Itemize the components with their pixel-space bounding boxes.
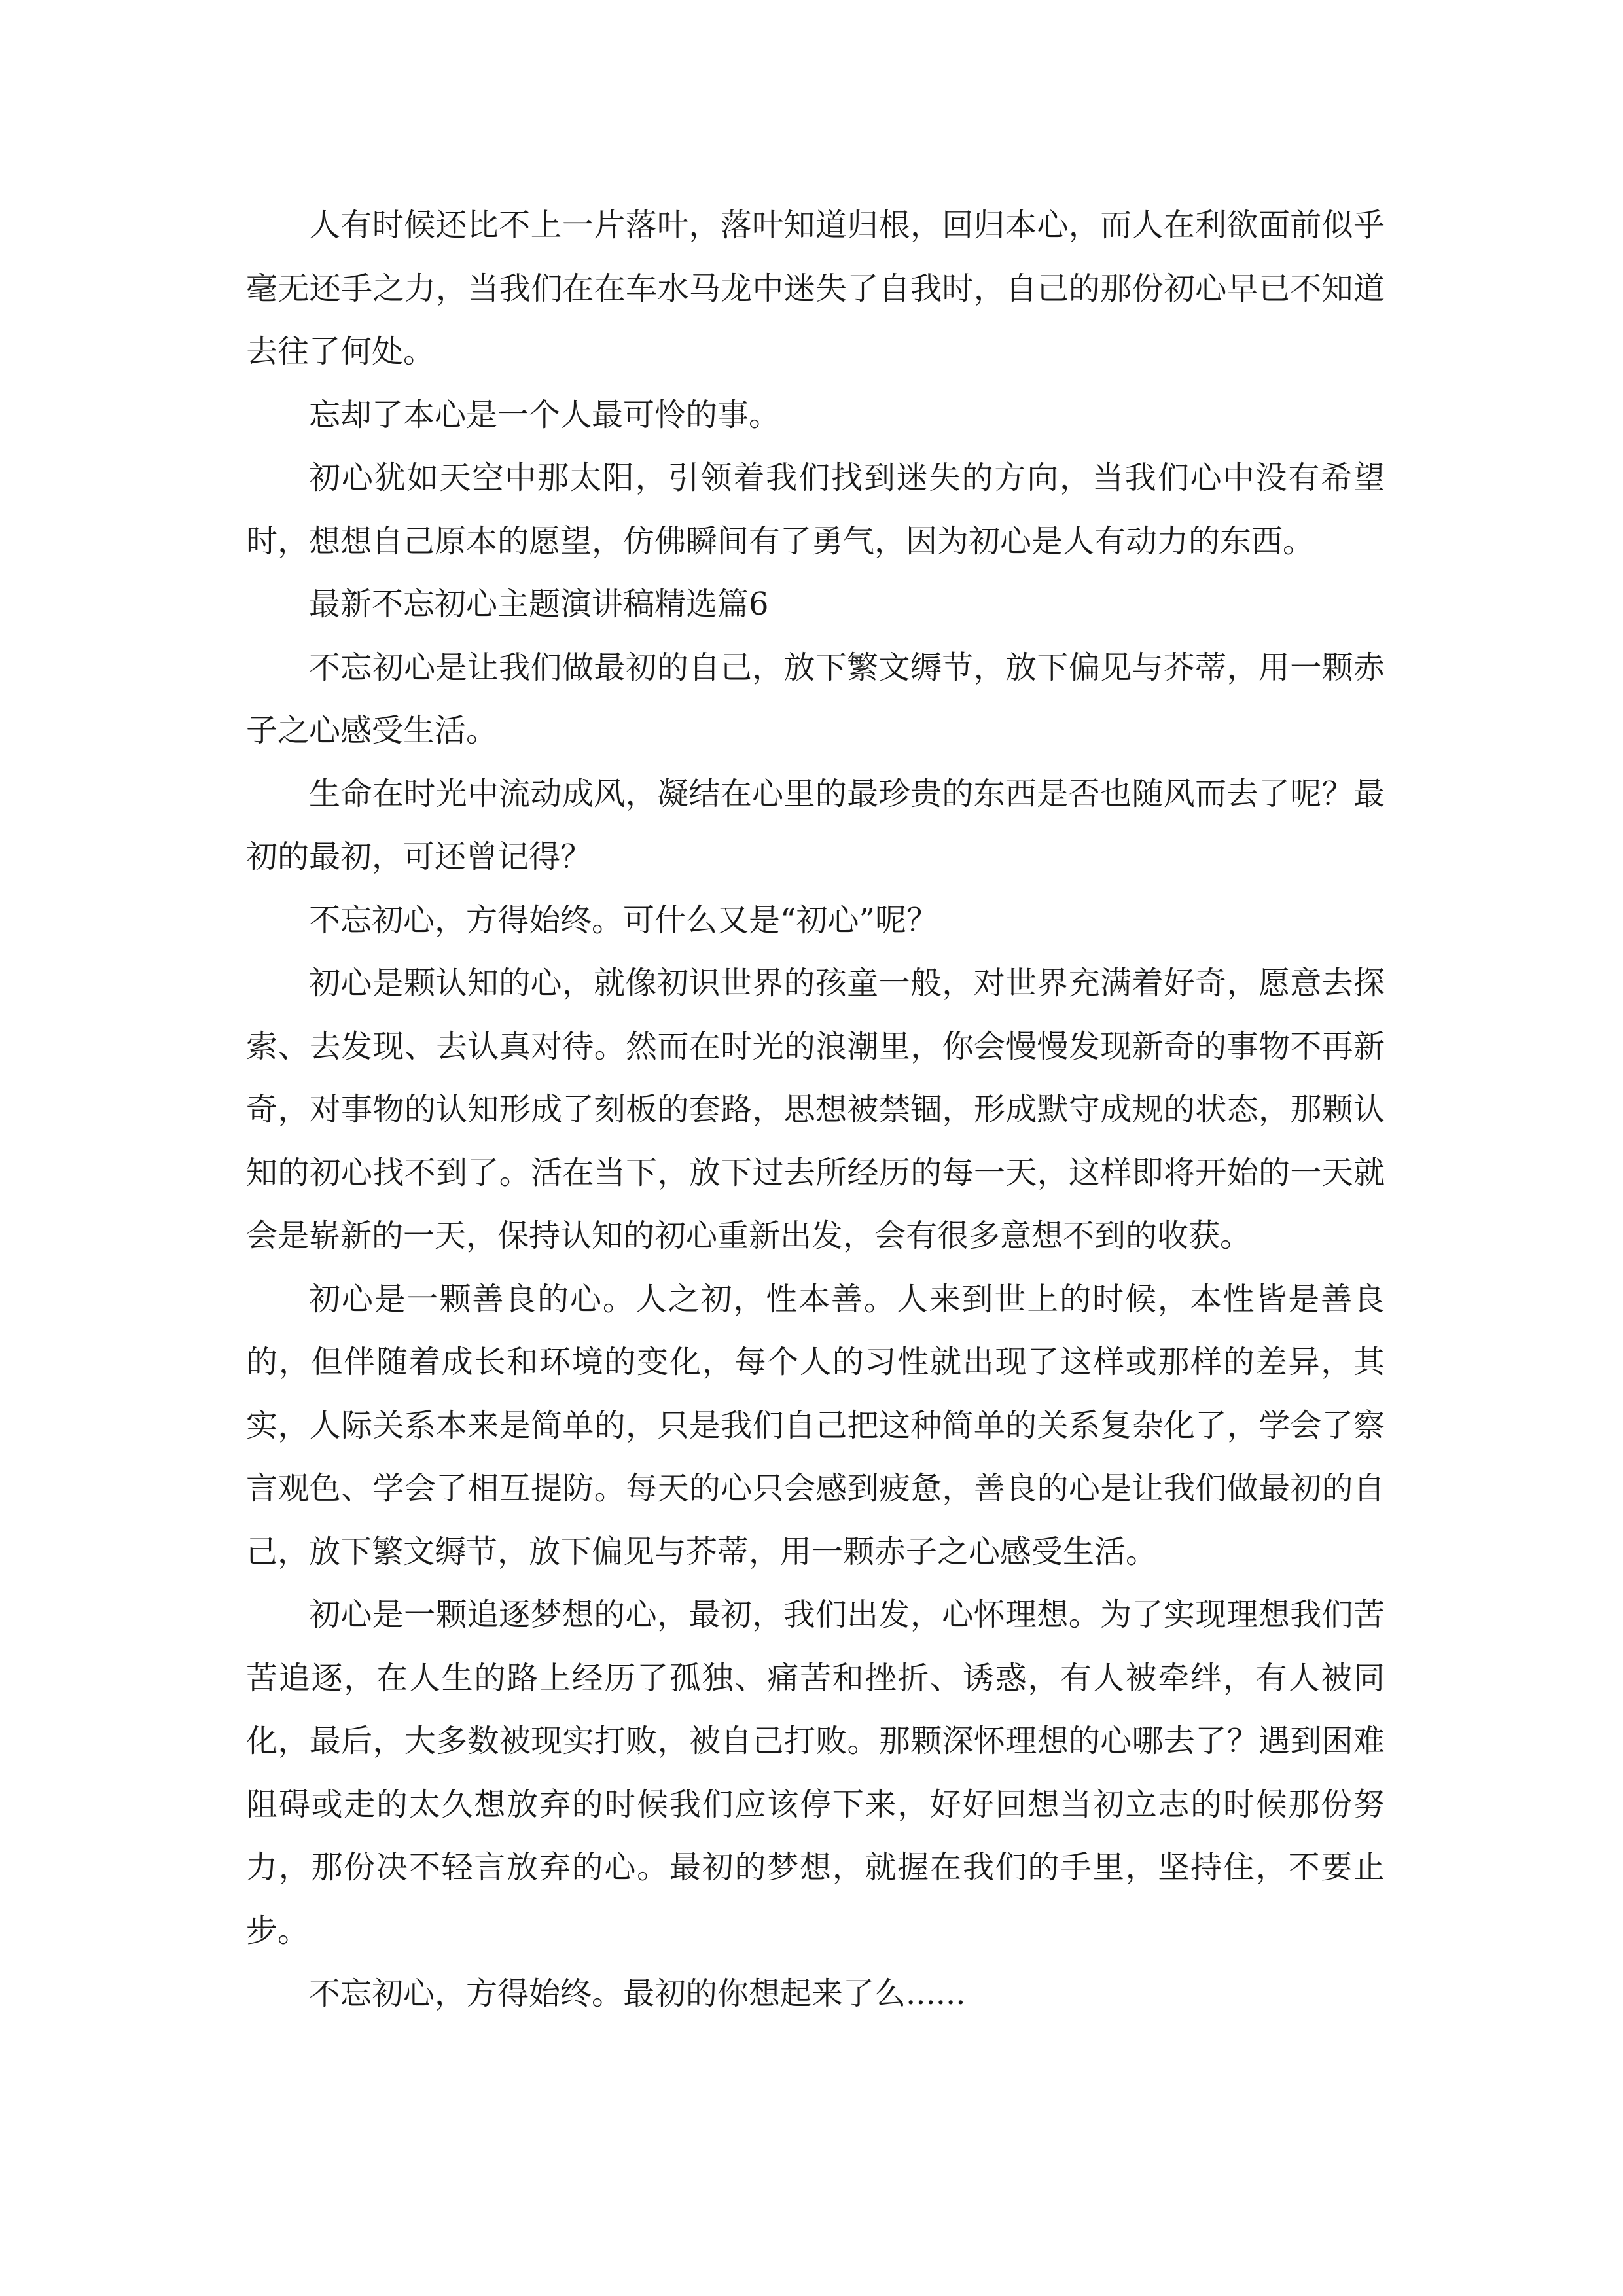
paragraph: 不忘初心是让我们做最初的自己，放下繁文缛节，放下偏见与芥蒂，用一颗赤子之心感受生活。 [246, 649, 1385, 749]
paragraph: 不忘初心，方得始终。可什么又是“初心”呢？ [309, 901, 938, 939]
paragraph: 人有时候还比不上一片落叶，落叶知道归根，回归本心，而人在利欲面前似乎毫无还手之力，当我们在在车水马龙中迷失了自我时，自己的那份初心早已不知道去往了何处。 [246, 207, 1385, 370]
paragraph: 初心犹如天空中那太阳，引领着我们找到迷失的方向，当我们心中没有希望时，想想自己原本的愿望，仿佛瞬间有了勇气，因为初心是人有动力的东西。 [246, 459, 1385, 560]
paragraph: 忘却了本心是一个人最可怜的事。 [309, 396, 781, 433]
paragraph: 生命在时光中流动成风，凝结在心里的最珍贵的东西是否也随风而去了呢？最初的最初，可还曾记得？ [246, 775, 1385, 875]
section-heading: 最新不忘初心主题演讲稿精选篇6 [309, 586, 769, 622]
paragraph: 初心是一颗追逐梦想的心，最初，我们出发，心怀理想。为了实现理想我们苦苦追逐，在人生的路上经历了孤独、痛苦和挫折、诱惑，有人被牵绊，有人被同化，最后，大多数被现实打败，被自己打败。那颗深怀理想的心哪去了？遇到困难阻碍或走的太久想放弃的时候我们应该停下来，好好回想当初立志的时候那份努力，那份决不轻言放弃的心。最初的梦想，就握在我们的手里，坚持住，不要止步。 [246, 1596, 1385, 1949]
paragraph: 不忘初心，方得始终。最初的你想起来了么...... [309, 1975, 966, 2012]
paragraph: 初心是颗认知的心，就像初识世界的孩童一般，对世界充满着好奇，愿意去探索、去发现、去认真对待。然而在时光的浪潮里，你会慢慢发现新奇的事物不再新奇，对事物的认知形成了刻板的套路，思想被禁锢，形成默守成规的状态，那颗认知的初心找不到了。活在当下，放下过去所经历的每一天，这样即将开始的一天就会是崭新的一天，保持认知的初心重新出发，会有很多意想不到的收获。 [246, 965, 1385, 1254]
document-body [246, 194, 1385, 2026]
paragraph: 初心是一颗善良的心。人之初，性本善。人来到世上的时候，本性皆是善良的，但伴随着成长和环境的变化，每个人的习性就出现了这样或那样的差异，其实，人际关系本来是简单的，只是我们自己把这种简单的关系复杂化了，学会了察言观色、学会了相互提防。每天的心只会感到疲惫，善良的心是让我们做最初的自己，放下繁文缛节，放下偏见与芥蒂，用一颗赤子之心感受生活。 [246, 1280, 1385, 1570]
